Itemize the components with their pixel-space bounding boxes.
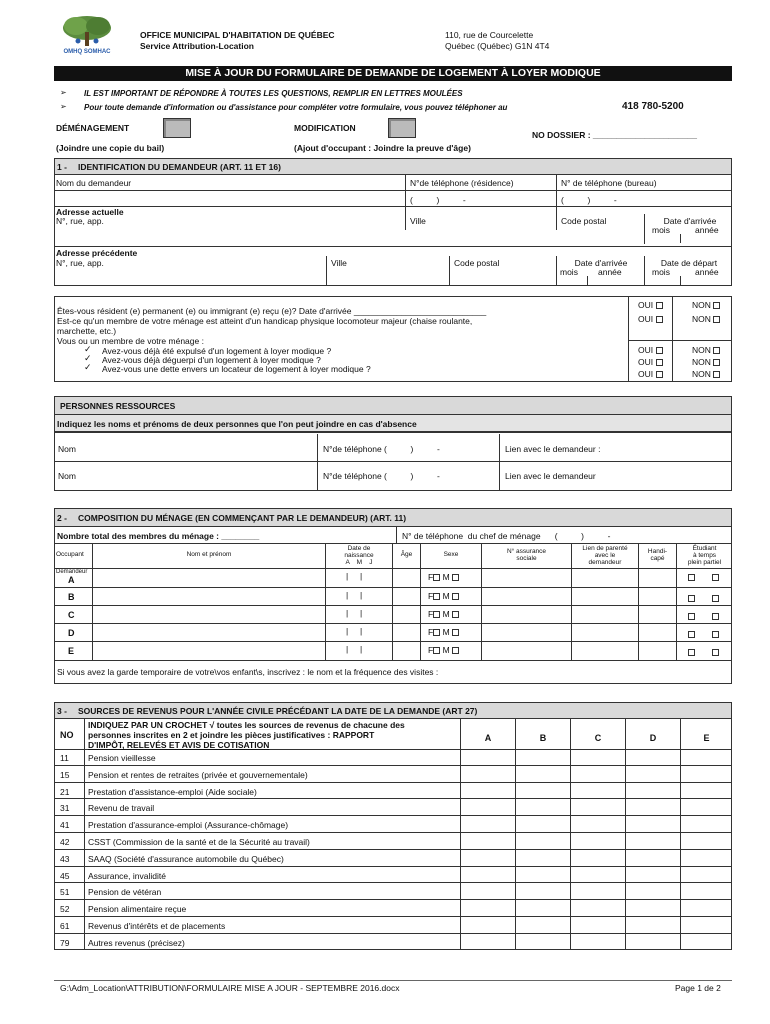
question-menage: Vous ou un membre de votre ménage : — [57, 336, 204, 346]
non-option-1[interactable]: NON — [692, 300, 720, 310]
ville-actuelle-field[interactable]: Ville — [410, 216, 426, 226]
income-label: SAAQ (Société d'assurance automobile du Québec) — [88, 853, 284, 864]
oui-option-5[interactable]: OUI — [638, 369, 663, 379]
section-2-number: 2 - — [57, 513, 67, 523]
income-row[interactable] — [54, 917, 732, 934]
col-c: C — [594, 733, 602, 743]
income-label: Pension de vétéran — [88, 887, 162, 898]
date-arrivee-prec-annee: année — [598, 267, 622, 277]
omhq-logo — [58, 14, 116, 58]
col-no: NO — [60, 730, 74, 740]
col-nom-prenom: Nom et prénom — [186, 551, 232, 558]
row-label: D — [68, 628, 75, 638]
instruction-line3: D'IMPÔT, RELEVÉS ET AVIS DE COTISATION — [88, 740, 270, 750]
ville-precedente-field[interactable]: Ville — [331, 258, 347, 268]
date-depart-label: Date de départ — [660, 258, 718, 268]
check-icon: ✓ — [84, 353, 92, 363]
income-label: Prestation d'assurance-emploi (Assurance-chômage) — [88, 820, 289, 831]
date-depart-annee: année — [695, 267, 719, 277]
etudiant-plein-checkbox[interactable] — [688, 647, 695, 657]
service-name: Service Attribution-Location — [140, 41, 254, 51]
address-line1: 110, rue de Courcelette — [445, 30, 534, 40]
etudiant-plein-checkbox[interactable] — [688, 572, 695, 582]
sexe-options[interactable]: F M — [428, 591, 459, 601]
arrow-bullet-icon: ➢ — [60, 88, 67, 97]
date-arrivee-prec-label: Date d'arrivée — [574, 258, 628, 268]
sexe-options[interactable]: F M — [428, 645, 459, 655]
no-dossier-field[interactable]: NO DOSSIER : ______________________ — [532, 130, 697, 140]
section-2-title: COMPOSITION DU MÉNAGE (EN COMMENÇANT PAR LE DEMANDEUR) (ART. 11) — [78, 513, 407, 523]
section-1-number: 1 - — [57, 162, 67, 172]
row-label: B — [68, 592, 75, 602]
col-assurance-1: N° assurance — [506, 548, 547, 555]
etudiant-plein-checkbox[interactable] — [688, 593, 695, 603]
income-row[interactable] — [54, 833, 732, 850]
income-row[interactable] — [54, 799, 732, 816]
address-line2: Québec (Québec) G1N 4T4 — [445, 41, 550, 51]
income-row[interactable] — [54, 883, 732, 900]
personnes-instruction: Indiquez les noms et prénoms de deux personnes que l'on peut joindre en cas d'absence — [57, 419, 417, 429]
adresse-actuelle-field[interactable]: N°, rue, app. — [56, 216, 104, 226]
modification-checkbox[interactable] — [388, 118, 416, 138]
income-code: 42 — [60, 837, 70, 847]
check-icon: ✓ — [84, 344, 92, 354]
code-postal-actuel-field[interactable]: Code postal — [561, 216, 607, 226]
income-code: 45 — [60, 870, 70, 881]
income-row[interactable] — [54, 783, 732, 800]
personne1-nom-field[interactable]: Nom — [58, 444, 76, 454]
col-a: A — [484, 733, 492, 743]
date-dividers: | | — [346, 608, 363, 618]
phone-number: 418 780-5200 — [622, 101, 684, 112]
non-option-3[interactable]: NON — [692, 345, 720, 355]
tel-chef-menage-field[interactable]: N° de téléphone du chef de ménage ( ) - — [402, 531, 611, 541]
col-occupant: Occupant — [56, 551, 84, 558]
personne1-lien-field[interactable]: Lien avec le demandeur : — [505, 444, 601, 454]
date-dividers: | | — [346, 590, 363, 600]
logo-text: OMHQ SOMHAC — [63, 49, 111, 55]
tel-residence-field[interactable]: N°de téléphone (résidence) — [410, 178, 514, 188]
col-handicape-2: capé — [650, 555, 665, 562]
personnes-ressources-title: PERSONNES RESSOURCES — [60, 401, 176, 411]
arrow-bullet-icon: ➢ — [60, 102, 67, 111]
oui-option-2[interactable]: OUI — [638, 314, 663, 324]
income-label: Autres revenus (précisez) — [88, 937, 185, 948]
section-3-title: SOURCES DE REVENUS POUR L'ANNÉE CIVILE PRÉCÉDANT LA DATE DE LA DEMANDE (ART 27) — [78, 706, 478, 716]
date-arrivee-mois: mois — [652, 225, 670, 235]
instruction-line2: personnes inscrites en 2 et joindre les pièces justificatives : RAPPORT — [88, 730, 375, 740]
income-code: 11 — [60, 753, 69, 763]
income-row[interactable] — [54, 816, 732, 833]
question-resident: Êtes-vous résident (e) permanent (e) ou immigrant (e) reçu (e)? Date d'arrivée ____________________________ — [57, 306, 487, 316]
non-option-5[interactable]: NON — [692, 369, 720, 379]
income-label: Revenus d'intérêts et de placements — [88, 921, 226, 931]
col-b: B — [539, 733, 547, 743]
income-row[interactable] — [54, 900, 732, 917]
personne1-tel-field[interactable]: N°de téléphone ( ) - — [323, 444, 440, 454]
adresse-actuelle-label: Adresse actuelle — [56, 207, 124, 217]
col-etudiant-3: plein partiel — [687, 559, 722, 566]
income-code: 61 — [60, 921, 70, 931]
col-lien-1: Lien de parenté — [582, 545, 628, 552]
note-assistance: Pour toute demande d'information ou d'assistance pour compléter votre formulaire, vous pouvez téléphoner au — [84, 103, 508, 112]
col-e: E — [703, 733, 710, 743]
nom-demandeur-field[interactable]: Nom du demandeur — [56, 178, 132, 188]
row-label: A — [68, 575, 75, 585]
section-1-title: IDENTIFICATION DU DEMANDEUR (ART. 11 ET 16) — [78, 162, 281, 172]
code-postal-precedent-field[interactable]: Code postal — [454, 258, 500, 268]
income-code: 43 — [60, 853, 70, 864]
col-date-naissance-2: naissance — [344, 552, 374, 559]
personne2-nom-field[interactable]: Nom — [58, 471, 76, 481]
sexe-options[interactable]: F M — [428, 572, 459, 582]
income-row[interactable] — [54, 867, 732, 884]
page-title: MISE À JOUR DU FORMULAIRE DE DEMANDE DE LOGEMENT À LOYER MODIQUE — [54, 66, 732, 81]
income-code: 79 — [60, 937, 70, 948]
etudiant-plein-checkbox[interactable] — [688, 611, 695, 621]
ajout-occupant-note: (Ajout d'occupant : Joindre la preuve d'âge) — [294, 143, 471, 153]
col-age: Âge — [400, 551, 413, 558]
adresse-precedente-field[interactable]: N°, rue, app. — [56, 258, 104, 268]
garde-temporaire-field[interactable]: Si vous avez la garde temporaire de votre\vos enfant\s, inscrivez : le nom et la fréquence des visites : — [57, 667, 439, 677]
col-assurance-2: sociale — [516, 555, 537, 562]
joindre-bail-note: (Joindre une copie du bail) — [56, 143, 165, 153]
income-label: Revenu de travail — [88, 803, 155, 814]
col-d: D — [649, 733, 657, 743]
tel-residence-format: ( ) - — [410, 195, 466, 205]
col-handicape-1: Handi- — [647, 548, 668, 555]
col-lien-3: demandeur — [588, 559, 622, 566]
income-code: 15 — [60, 769, 70, 780]
date-arrivee-prec-mois: mois — [560, 267, 578, 277]
date-arrivee-annee: année — [695, 225, 719, 235]
col-etudiant-2: à temps — [692, 552, 717, 559]
col-lien-2: avec le — [594, 552, 616, 559]
col-sexe: Sexe — [443, 551, 459, 558]
date-dividers: | | — [346, 644, 363, 654]
row-label: E — [68, 646, 75, 656]
col-etudiant-1: Étudiant — [692, 545, 717, 552]
demenagement-checkbox[interactable] — [163, 118, 191, 138]
modification-label: MODIFICATION — [294, 123, 356, 133]
date-dividers: | | — [346, 571, 363, 581]
oui-option-3[interactable]: OUI — [638, 345, 663, 355]
income-row[interactable] — [54, 934, 732, 951]
sexe-options[interactable]: F M — [428, 609, 459, 619]
personne2-tel-field[interactable]: N°de téléphone ( ) - — [323, 471, 440, 481]
demandeur-label: Demandeur — [56, 569, 88, 575]
income-label: Prestation d'assistance-emploi (Aide sociale) — [88, 786, 257, 797]
tel-bureau-field[interactable]: N° de téléphone (bureau) — [561, 178, 657, 188]
etudiant-partiel-checkbox[interactable] — [712, 629, 719, 639]
date-depart-mois: mois — [652, 267, 670, 277]
etudiant-partiel-checkbox[interactable] — [712, 593, 719, 603]
office-name: OFFICE MUNICIPAL D'HABITATION DE QUÉBEC — [140, 30, 335, 40]
footer-path: G:\Adm_Location\ATTRIBUTION\FORMULAIRE MISE A JOUR - SEPTEMBRE 2016.docx — [60, 983, 400, 993]
income-label: Assurance, invalidité — [88, 870, 166, 881]
col-amj: A M J — [345, 559, 373, 566]
etudiant-plein-checkbox[interactable] — [688, 629, 695, 639]
income-code: 31 — [60, 803, 70, 814]
check-icon: ✓ — [84, 362, 92, 372]
date-dividers: | | — [346, 626, 363, 636]
income-code: 52 — [60, 904, 70, 915]
section-3-number: 3 - — [57, 706, 67, 716]
income-label: Pension vieillesse — [88, 753, 156, 763]
row-label: C — [68, 610, 75, 620]
oui-option-1[interactable]: OUI — [638, 300, 663, 310]
nombre-membres-field[interactable]: Nombre total des membres du ménage : ________ — [57, 531, 260, 541]
note-important: IL EST IMPORTANT DE RÉPONDRE À TOUTES LES QUESTIONS, REMPLIR EN LETTRES MOULÉES — [84, 89, 463, 98]
personne2-lien-field[interactable]: Lien avec le demandeur — [505, 471, 596, 481]
instruction-line1: INDIQUEZ PAR UN CROCHET √ toutes les sources de revenus de chacune des — [88, 720, 405, 730]
question-expulse: Avez-vous déjà été expulsé d'un logement à loyer modique ? — [102, 346, 332, 356]
etudiant-partiel-checkbox[interactable] — [712, 572, 719, 582]
income-label: Pension alimentaire reçue — [88, 904, 187, 915]
non-option-2[interactable]: NON — [692, 314, 720, 324]
col-date-naissance-1: Date de — [347, 545, 371, 552]
income-row[interactable] — [54, 766, 732, 783]
oui-option-4[interactable]: OUI — [638, 357, 663, 367]
etudiant-partiel-checkbox[interactable] — [712, 611, 719, 621]
income-label: CSST (Commission de la santé et de la Sécurité au travail) — [88, 837, 310, 847]
etudiant-partiel-checkbox[interactable] — [712, 647, 719, 657]
question-deguerpi: Avez-vous déjà déguerpi d'un logement à loyer modique ? — [102, 355, 321, 365]
footer-page: Page 1 de 2 — [675, 983, 721, 993]
income-code: 51 — [60, 887, 70, 898]
demenagement-label: DÉMÉNAGEMENT — [56, 123, 130, 133]
non-option-4[interactable]: NON — [692, 357, 720, 367]
income-row[interactable] — [54, 850, 732, 867]
income-code: 21 — [60, 786, 70, 797]
income-code: 41 — [60, 820, 70, 831]
question-handicap: Est-ce qu'un membre de votre ménage est atteint d'un handicap physique locomoteur majeur (chaise roulante, — [57, 316, 473, 326]
date-arrivee-label: Date d'arrivée — [663, 216, 717, 226]
sexe-options[interactable]: F M — [428, 627, 459, 637]
tel-bureau-format: ( ) - — [561, 195, 617, 205]
income-label: Pension et rentes de retraites (privée et gouvernementale) — [88, 769, 308, 780]
question-dette: Avez-vous une dette envers un locateur de logement à loyer modique ? — [102, 364, 371, 374]
adresse-precedente-label: Adresse précédente — [56, 248, 138, 258]
income-row[interactable] — [54, 749, 732, 766]
question-handicap-cont: marchette, etc.) — [57, 326, 117, 336]
